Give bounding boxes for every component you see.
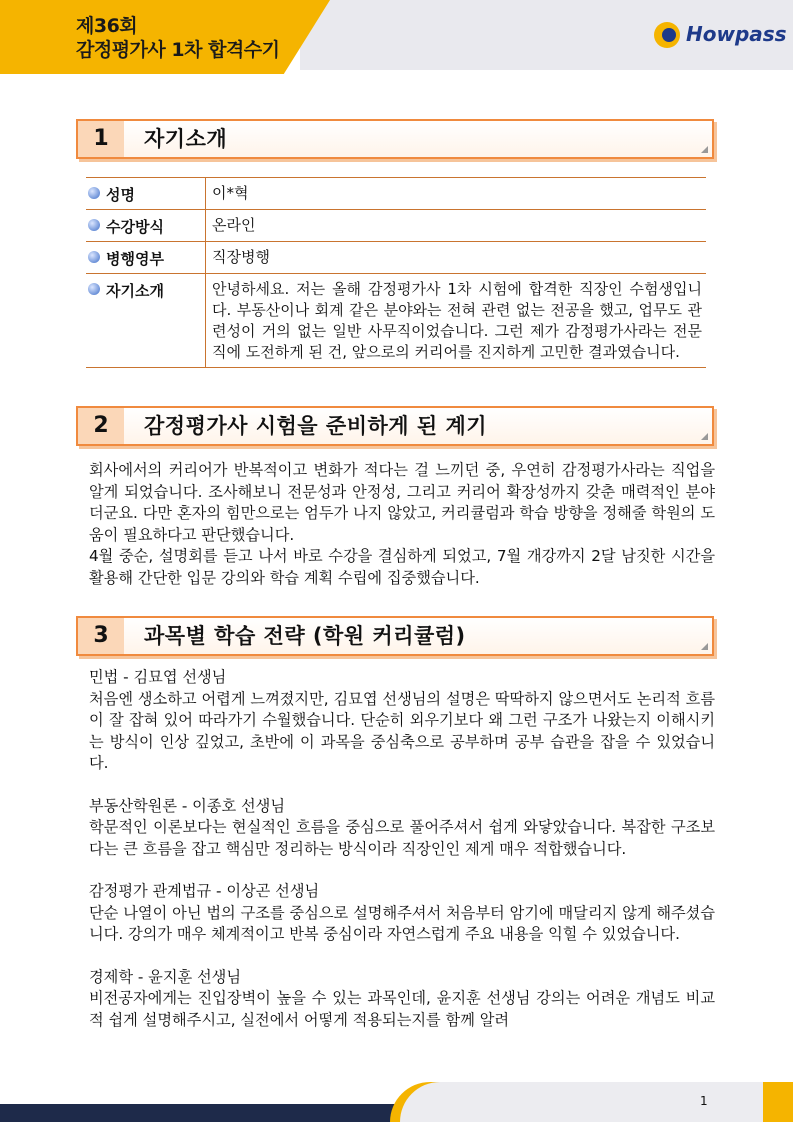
section-header-1 [76, 119, 714, 159]
subject-body: 학문적인 이론보다는 현실적인 흐름을 중심으로 풀어주셔서 쉽게 와닿았습니다. 복잡한 구조보다는 큰 흐름을 잡고 핵심만 정리하는 방식이라 직장인인 제게 매우 적합했습니다. [89, 818, 715, 858]
section-title: 감정평가사 시험을 준비하게 된 계기 [144, 414, 488, 438]
profile-row-intro [86, 274, 706, 368]
row-value: 이*혁 [212, 184, 249, 202]
subject-block [89, 667, 715, 775]
footer-navy-band [0, 1104, 400, 1122]
paragraph: 4월 중순, 설명회를 듣고 나서 바로 수강을 결심하게 되었고, 7월 개강까지 2달 남짓한 시간을 활용해 간단한 입문 강의와 학습 계획 수립에 집중했습니다. [89, 547, 715, 587]
row-value: 온라인 [212, 216, 256, 234]
subject-body: 단순 나열이 아닌 법의 구조를 중심으로 설명해주셔서 처음부터 암기에 매달리지 않게 해주셨습니다. 강의가 매우 체계적이고 반복 중심이라 자연스럽게 주요 내용을 익힐 수 있었습니다. [89, 903, 715, 943]
row-label: 병행영부 [86, 242, 206, 273]
footer-gray-band [400, 1082, 763, 1122]
section-number: 1 [78, 121, 124, 157]
bullet-icon [88, 219, 100, 231]
row-label: 성명 [86, 178, 206, 209]
subject-heading: 경제학 - 윤지훈 선생님 [89, 967, 242, 986]
row-value: 직장병행 [212, 248, 270, 266]
profile-table [86, 177, 706, 368]
section-header-3 [76, 616, 714, 656]
bullet-icon [88, 283, 100, 295]
subject-heading: 부동산학원론 - 이종호 선생님 [89, 796, 286, 815]
subject-heading: 감정평가 관계법규 - 이상곤 선생님 [89, 882, 320, 900]
subject-body: 처음엔 생소하고 어렵게 느껴졌지만, 김묘엽 선생님의 설명은 딱딱하지 않으면서도 논리적 흐름이 잘 잡혀 있어 따라가기 수월했습니다. 단순히 외우기보다 왜 그런 구조가 나왔는지 이해시키는 방식이 인상 깊었고, 초반에 이 과목을 중심축으로 공부하며 공부 습관을 잡을 수 있었습니다. [89, 689, 715, 772]
bullet-icon [88, 187, 100, 199]
section-number: 3 [78, 618, 124, 654]
page-header [0, 0, 793, 93]
profile-row-parallel [86, 242, 706, 274]
footer-accent-block [763, 1082, 793, 1122]
section-title: 과목별 학습 전략 (학원 커리큘럼) [144, 624, 466, 648]
page-number: 1 [700, 1094, 708, 1108]
title-line-1: 제36회 [76, 15, 138, 37]
subject-strategies [89, 667, 715, 1052]
row-value: 안녕하세요. 저는 올해 감정평가사 1차 시험에 합격한 직장인 수험생입니다. 부동산이나 회계 같은 분야와는 전혀 관련 없는 전공을 했고, 업무도 관련성이 거의 없는 일반 사무직이었습니다. 그런 제가 감정평가사라는 전문직에 도전하게 된 건, 앞으로의 커리어를 진지하게 고민한 결과였습니다. [212, 280, 702, 361]
logo-text: Howpass [686, 22, 787, 46]
motivation-text [89, 460, 715, 589]
row-label: 자기소개 [86, 274, 206, 367]
howpass-logo [654, 20, 787, 50]
row-label: 수강방식 [86, 210, 206, 241]
section-title: 자기소개 [144, 127, 228, 151]
bullet-icon [88, 251, 100, 263]
logo-mark-icon [654, 22, 680, 48]
corner-mark-icon [701, 146, 708, 153]
subject-block [89, 881, 715, 946]
subject-heading: 민법 - 김묘엽 선생님 [89, 668, 227, 686]
subject-body: 비전공자에게는 진입장벽이 높을 수 있는 과목인데, 윤지훈 선생님 강의는 어려운 개념도 비교적 쉽게 설명해주시고, 실전에서 어떻게 적용되는지를 함께 알려 [89, 989, 715, 1029]
section-number: 2 [78, 408, 124, 444]
corner-mark-icon [701, 643, 708, 650]
section-header-2 [76, 406, 714, 446]
profile-row-method [86, 210, 706, 242]
profile-row-name [86, 177, 706, 210]
corner-mark-icon [701, 433, 708, 440]
document-title [76, 14, 280, 62]
title-line-2: 감정평가사 1차 합격수기 [76, 39, 280, 61]
paragraph: 회사에서의 커리어가 반복적이고 변화가 적다는 걸 느끼던 중, 우연히 감정평가사라는 직업을 알게 되었습니다. 조사해보니 전문성과 안정성, 그리고 커리어 확장성까지 갖춘 매력적인 분야더군요. 다만 혼자의 힘만으로는 엄두가 나지 않았고, 커리큘럼과 학습 방향을 정해줄 학원의 도움이 필요하다고 판단했습니다. [89, 461, 715, 544]
subject-block [89, 796, 715, 861]
subject-block [89, 967, 715, 1032]
